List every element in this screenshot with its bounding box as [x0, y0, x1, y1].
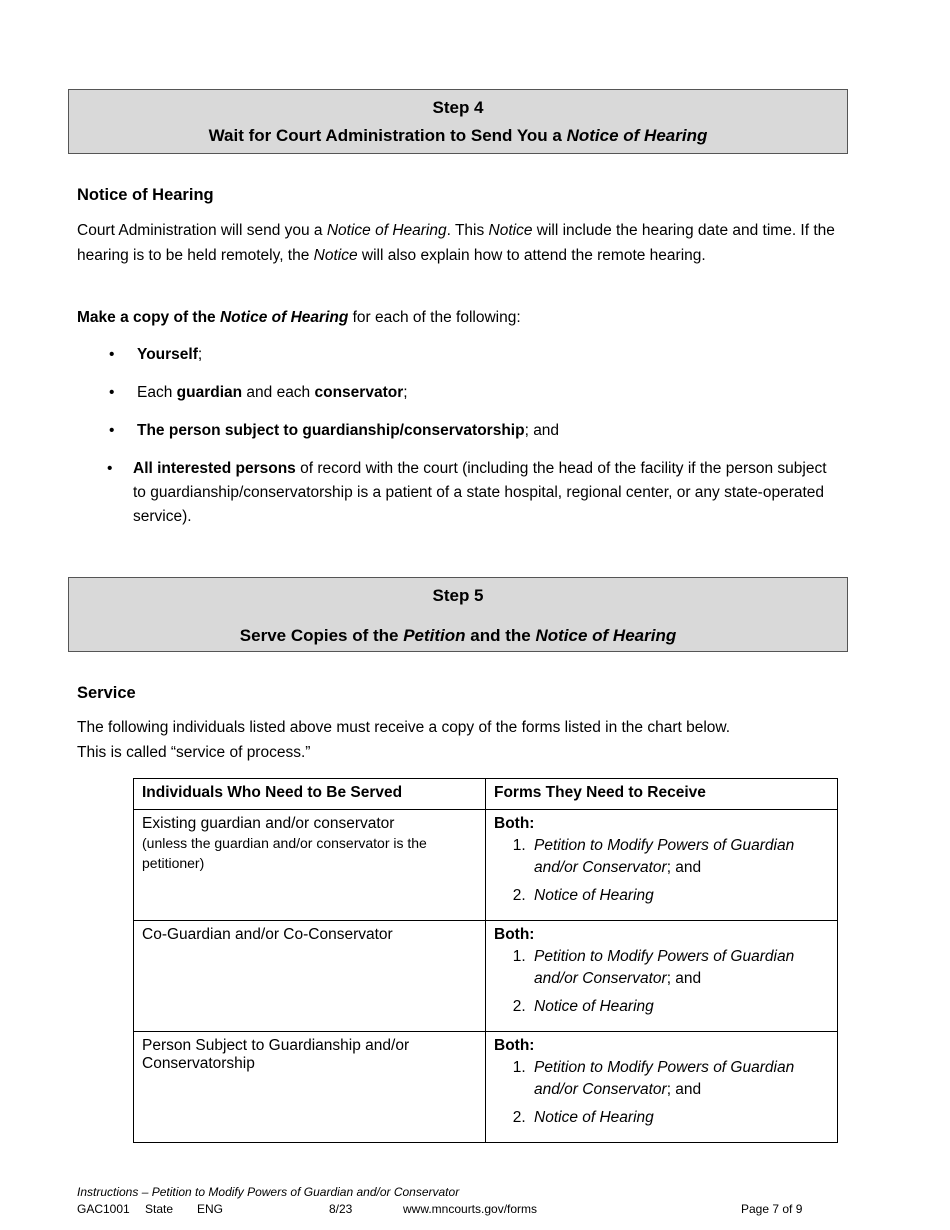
service-table [133, 778, 838, 1143]
t: ; [403, 384, 408, 401]
individual-cell: Co-Guardian and/or Co-Conservator [134, 921, 486, 1032]
bullet-item: • The person subject to guardianship/conservatorship; and [109, 422, 560, 439]
t: Notice of Hearing [534, 887, 654, 904]
step5-title [69, 622, 847, 650]
t: and each [242, 384, 315, 401]
t: (unless the guardian and/or conservator is the petitioner) [142, 835, 427, 871]
t: Existing guardian and/or conservator [142, 815, 395, 832]
t: Both: [494, 1037, 535, 1054]
t: Both: [494, 926, 535, 943]
bullet-item: • All interested persons of record with the court (including the head of the facility if the person subject to guardianship/conservatorship is a patient of a state hospital, regional center, or any state-operated service). [107, 460, 827, 525]
t: Make a copy of the [77, 309, 220, 326]
footer-page: Page 7 of 9 [741, 1202, 803, 1216]
t: Petition [403, 626, 466, 645]
service-paragraph-1: The following individuals listed above must receive a copy of the forms listed in the chart below. [77, 719, 731, 736]
forms-cell [486, 810, 838, 921]
step4-title-text: Wait for Court Administration to Send You a [208, 126, 567, 145]
copy-instruction [77, 305, 847, 330]
step4-title-italic: Notice of Hearing [566, 126, 708, 145]
t: Notice of Hearing [326, 222, 447, 239]
step5-header [68, 577, 848, 652]
t: The person subject to guardianship/conservatorship [137, 422, 525, 439]
notice-heading: Notice of Hearing [77, 186, 214, 204]
t: ; and [666, 1081, 702, 1098]
table-row [134, 810, 838, 921]
footer-lang: ENG [197, 1202, 224, 1216]
t: guardian [176, 384, 243, 401]
t: Notice of Hearing [219, 309, 349, 326]
t: Each [137, 384, 177, 401]
t: Serve Copies of the [239, 626, 404, 645]
t: Petition to Modify Powers of Guardian and/or Conservator [534, 948, 795, 987]
t: Yourself [137, 346, 198, 363]
t: and the [465, 626, 536, 645]
bullet-item: • Each guardian and each conservator; [109, 384, 408, 401]
t: ; and [524, 422, 560, 439]
forms-cell [486, 1032, 838, 1143]
t: ; and [666, 859, 702, 876]
step4-title [69, 122, 847, 150]
column-header: Forms They Need to Receive [486, 779, 838, 810]
footer-state: State [145, 1202, 174, 1216]
table-header-row [134, 779, 838, 810]
forms-cell [486, 921, 838, 1032]
step4-number: Step 4 [432, 98, 484, 117]
t: Petition to Modify Powers of Guardian and/or Conservator [534, 1059, 795, 1098]
table-row [134, 921, 838, 1032]
t: . This [446, 222, 489, 239]
column-header: Individuals Who Need to Be Served [134, 779, 486, 810]
individual-cell [134, 810, 486, 921]
bullet-item: • Yourself; [109, 346, 203, 363]
t: Both: [494, 815, 535, 832]
table-row [134, 1032, 838, 1143]
t: will also explain how to attend the remote hearing. [357, 247, 706, 264]
t: All interested persons [133, 460, 296, 477]
t: conservator [314, 384, 404, 401]
footer-title: Instructions – Petition to Modify Powers of Guardian and/or Conservator [77, 1185, 460, 1199]
service-paragraph-2: This is called “service of process.” [77, 744, 311, 761]
t: will include the hearing date and time. If the hearing is to be held remotely, the [77, 222, 835, 264]
individual-cell: Person Subject to Guardianship and/or Conservatorship [134, 1032, 486, 1143]
t: Notice of Hearing [535, 626, 677, 645]
t: Notice of Hearing [534, 998, 654, 1015]
footer-date: 8/23 [329, 1202, 353, 1216]
footer-url: www.mncourts.gov/forms [403, 1202, 538, 1216]
service-heading: Service [77, 684, 136, 702]
step5-number: Step 5 [432, 586, 484, 605]
t: of record with the court (including the head of the facility if the person subject to guardianship/conservatorship is a patient of a state hospital, regional center, or any state-operated service). [133, 460, 827, 525]
step4-header [68, 89, 848, 154]
t: ; and [666, 970, 702, 987]
t: Notice of Hearing [534, 1109, 654, 1126]
t: ; [197, 346, 203, 363]
t: Notice [313, 247, 358, 264]
footer-code: GAC1001 [77, 1202, 130, 1216]
t: Petition to Modify Powers of Guardian and/or Conservator [534, 837, 795, 876]
notice-paragraph [77, 218, 852, 268]
t: Court Administration will send you a [77, 222, 327, 239]
t: Notice [488, 222, 533, 239]
t: for each of the following: [348, 309, 521, 326]
